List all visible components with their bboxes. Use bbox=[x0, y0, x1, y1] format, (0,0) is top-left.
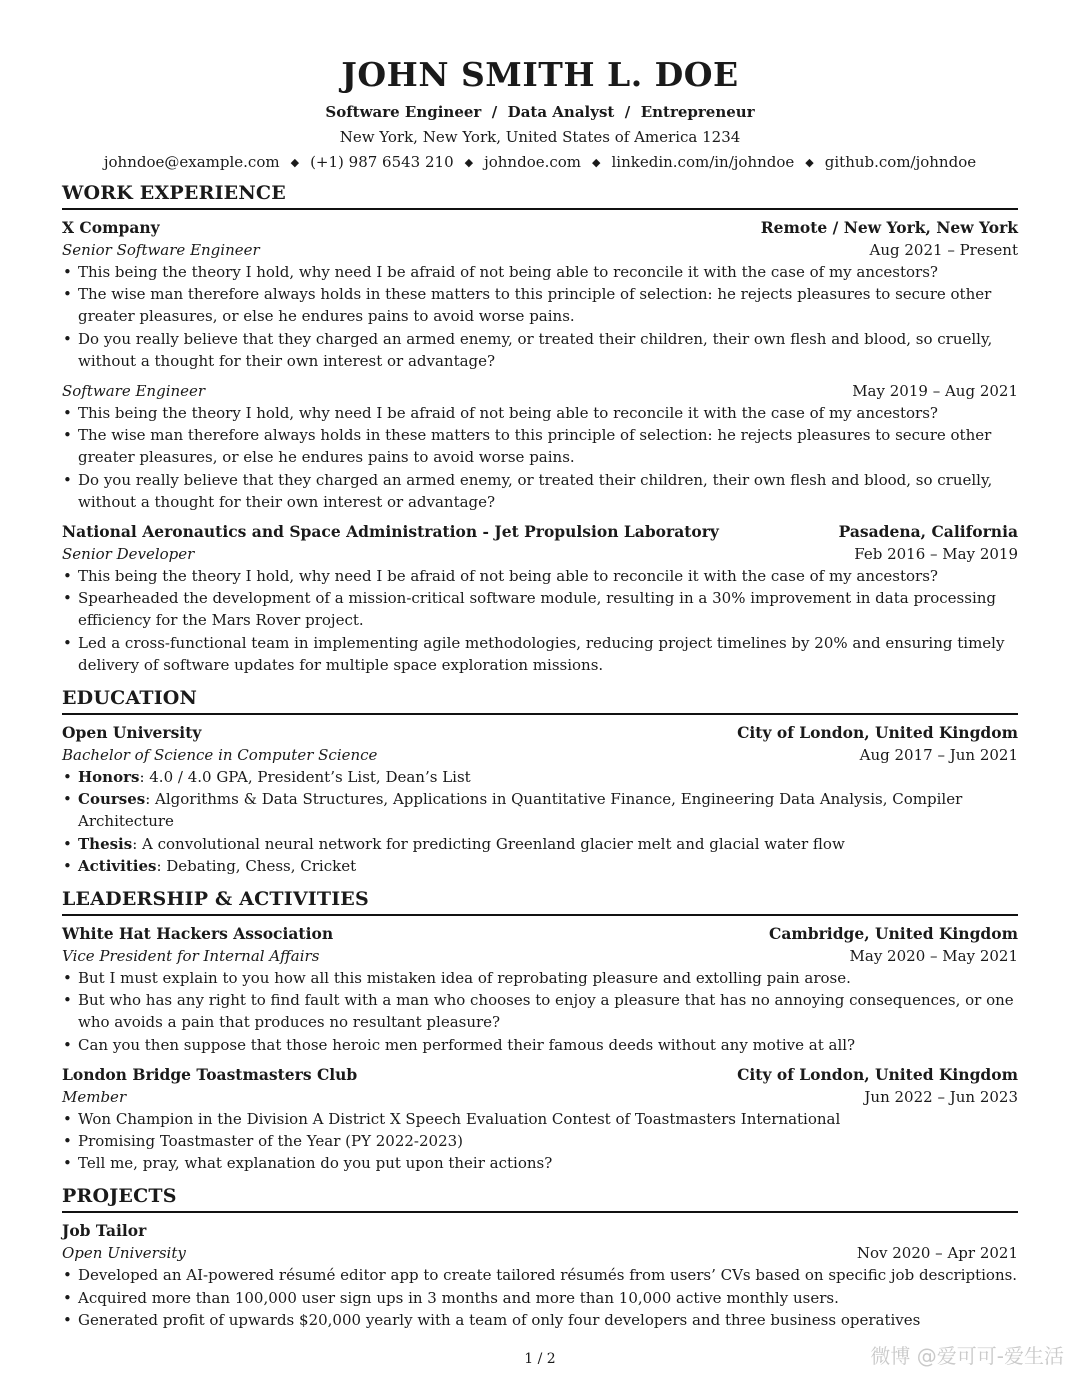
project-name: Job Tailor bbox=[62, 1221, 147, 1241]
contact-website[interactable]: johndoe.com bbox=[484, 153, 582, 171]
location: Cambridge, United Kingdom bbox=[769, 924, 1018, 944]
list-item: • Spearheaded the development of a mission-critical software module, resulting in a 30% improvement in data processing efficiency for the Mars Rover project. bbox=[62, 587, 1018, 631]
degree: Bachelor of Science in Computer Science bbox=[62, 746, 378, 765]
list-item: • Led a cross-functional team in implementing agile methodologies, reducing project timelines by 20% and ensuring timely delivery of software updates for multiple space exploration missions. bbox=[62, 632, 1018, 676]
entry-subheader bbox=[62, 945, 1018, 967]
section-title: EDUCATION bbox=[62, 686, 1018, 715]
leadership-entry-white-hat bbox=[62, 923, 1018, 1056]
page-number: 1 / 2 bbox=[524, 1351, 556, 1367]
bullet-list bbox=[62, 402, 1018, 513]
organization: Open University bbox=[62, 723, 202, 743]
list-item: • Won Champion in the Division A District X Speech Evaluation Contest of Toastmasters International bbox=[62, 1108, 1018, 1130]
date-range: May 2020 – May 2021 bbox=[849, 947, 1018, 966]
organization: X Company bbox=[62, 218, 160, 237]
section-title: PROJECTS bbox=[62, 1184, 1018, 1213]
separator-icon: ◆ bbox=[805, 156, 814, 169]
list-item: • The wise man therefore always holds in these matters to this principle of selection: he rejects pleasures to secure other greater pleasures, or else he endures pains to avoid worse pains. bbox=[62, 424, 1018, 468]
contact-linkedin[interactable]: linkedin.com/in/johndoe bbox=[611, 153, 795, 171]
role: Software Engineer bbox=[62, 382, 206, 401]
bullet-list bbox=[62, 1108, 1018, 1175]
date-range: Aug 2021 – Present bbox=[869, 241, 1018, 259]
entry-subheader bbox=[62, 1086, 1018, 1108]
organization: White Hat Hackers Association bbox=[62, 924, 334, 944]
list-item bbox=[62, 766, 1018, 788]
separator-icon: ◆ bbox=[464, 156, 474, 169]
item-label: Activities bbox=[78, 856, 157, 875]
entry-subheader bbox=[62, 1242, 1018, 1264]
item-text: : 4.0 / 4.0 GPA, President’s List, Dean’s List bbox=[139, 768, 471, 787]
contact-github[interactable]: github.com/johndoe bbox=[824, 153, 977, 171]
item-text: : A convolutional neural network for predicting Greenland glacier melt and glacial water flow bbox=[132, 834, 845, 853]
list-item bbox=[62, 855, 1018, 877]
entry-header bbox=[62, 521, 1018, 543]
entry-header bbox=[62, 1064, 1018, 1086]
project-organization: Open University bbox=[62, 1244, 186, 1263]
education-entry bbox=[62, 722, 1018, 877]
role: Member bbox=[62, 1087, 127, 1106]
date-range: Nov 2020 – Apr 2021 bbox=[856, 1244, 1018, 1263]
bullet-list bbox=[62, 261, 1018, 372]
separator-icon: ◆ bbox=[290, 156, 300, 169]
project-entry-job-tailor bbox=[62, 1220, 1018, 1331]
list-item: • Do you really believe that they charged an armed enemy, or treated their children, their own flesh and blood, so cruelly, without a thought for their own interest or advantage? bbox=[62, 328, 1018, 372]
entry-subheader bbox=[62, 380, 1018, 402]
role: Senior Software Engineer bbox=[62, 241, 260, 259]
entry-subheader bbox=[62, 543, 1018, 565]
location: City of London, United Kingdom bbox=[737, 723, 1018, 743]
contact-phone[interactable]: (+1) 987 6543 210 bbox=[310, 153, 454, 171]
bullet-list bbox=[62, 1264, 1018, 1331]
list-item: • Generated profit of upwards $20,000 yearly with a team of only four developers and three business operatives bbox=[62, 1309, 1018, 1331]
candidate-address: New York, New York, United States of America 1234 bbox=[339, 128, 741, 146]
contact-line bbox=[0, 152, 1080, 173]
candidate-titles: Software Engineer / Data Analyst / Entrepreneur bbox=[325, 103, 755, 121]
list-item bbox=[62, 788, 1018, 832]
entry-header bbox=[62, 217, 1018, 239]
resume-body bbox=[62, 181, 1018, 1341]
list-item: • This being the theory I hold, why need I be afraid of not being able to reconcile it with the case of my ancestors? bbox=[62, 565, 1018, 587]
role: Senior Developer bbox=[62, 545, 195, 564]
location: Remote / New York, New York bbox=[760, 218, 1018, 237]
section-leadership bbox=[62, 887, 1018, 1174]
date-range: Aug 2017 – Jun 2021 bbox=[859, 746, 1018, 765]
list-item: • This being the theory I hold, why need I be afraid of not being able to reconcile it with the case of my ancestors? bbox=[62, 261, 1018, 283]
work-entry-x-company bbox=[62, 217, 1018, 513]
list-item: • This being the theory I hold, why need I be afraid of not being able to reconcile it with the case of my ancestors? bbox=[62, 402, 1018, 424]
bullet-list bbox=[62, 967, 1018, 1056]
candidate-name: JOHN SMITH L. DOE bbox=[341, 55, 739, 94]
list-item: • Developed an AI-powered résumé editor app to create tailored résumés from users’ CVs based on specific job descriptions. bbox=[62, 1264, 1018, 1286]
item-label: Thesis bbox=[78, 834, 133, 853]
item-text: : Algorithms & Data Structures, Applications in Quantitative Finance, Engineering Data Analysis, Compiler Architecture bbox=[78, 790, 963, 831]
section-education bbox=[62, 686, 1018, 877]
list-item: • But I must explain to you how all this mistaken idea of reprobating pleasure and extolling pain arose. bbox=[62, 967, 1018, 989]
location: Pasadena, California bbox=[838, 522, 1018, 542]
item-label: Honors bbox=[78, 768, 140, 787]
bullet-list bbox=[62, 565, 1018, 676]
organization: London Bridge Toastmasters Club bbox=[62, 1064, 358, 1084]
bullet-list bbox=[62, 766, 1018, 877]
entry-subheader bbox=[62, 239, 1018, 261]
entry-header bbox=[62, 722, 1018, 744]
contact-email[interactable]: johndoe@example.com bbox=[103, 153, 280, 171]
section-title: WORK EXPERIENCE bbox=[62, 181, 1018, 210]
location: City of London, United Kingdom bbox=[737, 1064, 1018, 1084]
item-text: : Debating, Chess, Cricket bbox=[156, 856, 357, 875]
role: Vice President for Internal Affairs bbox=[62, 947, 320, 966]
item-label: Courses bbox=[78, 790, 146, 809]
entry-subheader bbox=[62, 744, 1018, 766]
date-range: Feb 2016 – May 2019 bbox=[854, 545, 1018, 564]
list-item: • Promising Toastmaster of the Year (PY 2022-2023) bbox=[62, 1130, 1018, 1152]
separator-icon: ◆ bbox=[592, 156, 601, 169]
list-item: • Tell me, pray, what explanation do you put upon their actions? bbox=[62, 1152, 1018, 1174]
list-item: • The wise man therefore always holds in these matters to this principle of selection: he rejects pleasures to secure other greater pleasures, or else he endures pains to avoid worse pains. bbox=[62, 283, 1018, 327]
leadership-entry-toastmasters bbox=[62, 1064, 1018, 1175]
list-item: • But who has any right to find fault with a man who chooses to enjoy a pleasure that has no annoying consequences, or one who avoids a pain that produces no resultant pleasure? bbox=[62, 989, 1018, 1033]
work-entry-nasa bbox=[62, 521, 1018, 676]
section-projects bbox=[62, 1184, 1018, 1331]
list-item: • Do you really believe that they charged an armed enemy, or treated their children, their own flesh and blood, so cruelly, without a thought for their own interest or advantage? bbox=[62, 469, 1018, 513]
list-item bbox=[62, 833, 1018, 855]
organization: National Aeronautics and Space Administration - Jet Propulsion Laboratory bbox=[62, 522, 719, 542]
list-item: • Acquired more than 100,000 user sign ups in 3 months and more than 10,000 active monthly users. bbox=[62, 1287, 1018, 1309]
watermark: 微博 @爱可可-爱生活 bbox=[870, 1344, 1064, 1368]
section-title: LEADERSHIP & ACTIVITIES bbox=[62, 887, 1018, 916]
date-range: Jun 2022 – Jun 2023 bbox=[864, 1087, 1018, 1106]
list-item: • Can you then suppose that those heroic men performed their famous deeds without any motive at all? bbox=[62, 1034, 1018, 1056]
section-work-experience bbox=[62, 181, 1018, 676]
resume-header bbox=[0, 52, 1080, 173]
role-block bbox=[62, 380, 1018, 513]
entry-header bbox=[62, 923, 1018, 945]
entry-header bbox=[62, 1220, 1018, 1242]
date-range: May 2019 – Aug 2021 bbox=[852, 382, 1018, 401]
